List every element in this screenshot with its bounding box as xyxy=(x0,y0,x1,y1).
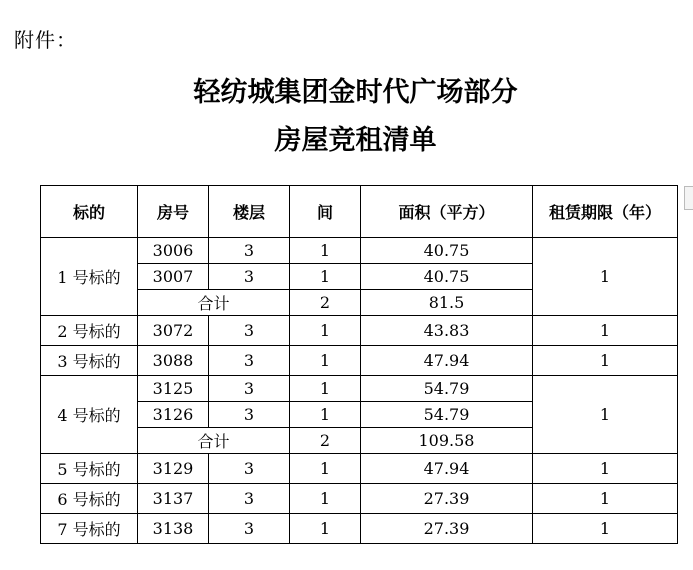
rental-listing-table xyxy=(40,185,678,544)
subtotal-count: 2 xyxy=(290,290,361,316)
area-cell: 40.75 xyxy=(361,264,533,290)
floor-cell: 3 xyxy=(209,454,290,484)
table-row xyxy=(41,514,678,544)
room-cell: 3137 xyxy=(138,484,209,514)
attachment-label: 附件： xyxy=(14,28,77,52)
lease-cell: 1 xyxy=(533,484,678,514)
document-subtitle: 房屋竞租清单 xyxy=(274,125,437,156)
room-cell: 3126 xyxy=(138,402,209,428)
count-cell: 1 xyxy=(290,316,361,346)
room-cell: 3125 xyxy=(138,376,209,402)
table-row xyxy=(41,316,678,346)
room-cell: 3138 xyxy=(138,514,209,544)
lease-cell: 1 xyxy=(533,514,678,544)
count-cell: 1 xyxy=(290,402,361,428)
area-cell: 54.79 xyxy=(361,376,533,402)
lease-cell: 1 xyxy=(533,376,678,454)
table-header-row xyxy=(41,186,678,238)
room-cell: 3007 xyxy=(138,264,209,290)
count-cell: 1 xyxy=(290,264,361,290)
lot-cell: 6 号标的 xyxy=(41,484,138,514)
header-lease: 租赁期限（年） xyxy=(533,186,678,238)
lot-cell: 3 号标的 xyxy=(41,346,138,376)
subtotal-count: 2 xyxy=(290,428,361,454)
count-cell: 1 xyxy=(290,238,361,264)
room-cell: 3006 xyxy=(138,238,209,264)
floor-cell: 3 xyxy=(209,402,290,428)
count-cell: 1 xyxy=(290,514,361,544)
floor-cell: 3 xyxy=(209,376,290,402)
count-cell: 1 xyxy=(290,376,361,402)
subtotal-label: 合计 xyxy=(138,290,290,316)
lease-cell: 1 xyxy=(533,346,678,376)
count-cell: 1 xyxy=(290,346,361,376)
room-cell: 3072 xyxy=(138,316,209,346)
lease-cell: 1 xyxy=(533,316,678,346)
document-title: 轻纺城集团金时代广场部分 xyxy=(193,77,518,108)
room-cell: 3129 xyxy=(138,454,209,484)
table-row xyxy=(41,454,678,484)
table-row xyxy=(41,346,678,376)
header-room: 房号 xyxy=(138,186,209,238)
lease-cell: 1 xyxy=(533,454,678,484)
area-cell: 43.83 xyxy=(361,316,533,346)
floor-cell: 3 xyxy=(209,514,290,544)
header-lot: 标的 xyxy=(41,186,138,238)
lease-cell: 1 xyxy=(533,238,678,316)
lot-cell: 2 号标的 xyxy=(41,316,138,346)
lot-cell: 5 号标的 xyxy=(41,454,138,484)
floor-cell: 3 xyxy=(209,264,290,290)
area-cell: 27.39 xyxy=(361,484,533,514)
subtotal-label: 合计 xyxy=(138,428,290,454)
subtotal-area: 81.5 xyxy=(361,290,533,316)
table-row xyxy=(41,484,678,514)
floor-cell: 3 xyxy=(209,238,290,264)
area-cell: 27.39 xyxy=(361,514,533,544)
room-cell: 3088 xyxy=(138,346,209,376)
floor-cell: 3 xyxy=(209,346,290,376)
count-cell: 1 xyxy=(290,484,361,514)
floor-cell: 3 xyxy=(209,316,290,346)
table-row xyxy=(41,238,678,264)
area-cell: 47.94 xyxy=(361,346,533,376)
count-cell: 1 xyxy=(290,454,361,484)
side-scroll-marker xyxy=(684,186,693,210)
header-area: 面积（平方） xyxy=(361,186,533,238)
subtotal-area: 109.58 xyxy=(361,428,533,454)
lot-cell: 7 号标的 xyxy=(41,514,138,544)
header-count: 间 xyxy=(290,186,361,238)
table-row xyxy=(41,376,678,402)
header-floor: 楼层 xyxy=(209,186,290,238)
area-cell: 40.75 xyxy=(361,238,533,264)
floor-cell: 3 xyxy=(209,484,290,514)
lot-cell: 4 号标的 xyxy=(41,376,138,454)
lot-cell: 1 号标的 xyxy=(41,238,138,316)
area-cell: 54.79 xyxy=(361,402,533,428)
area-cell: 47.94 xyxy=(361,454,533,484)
